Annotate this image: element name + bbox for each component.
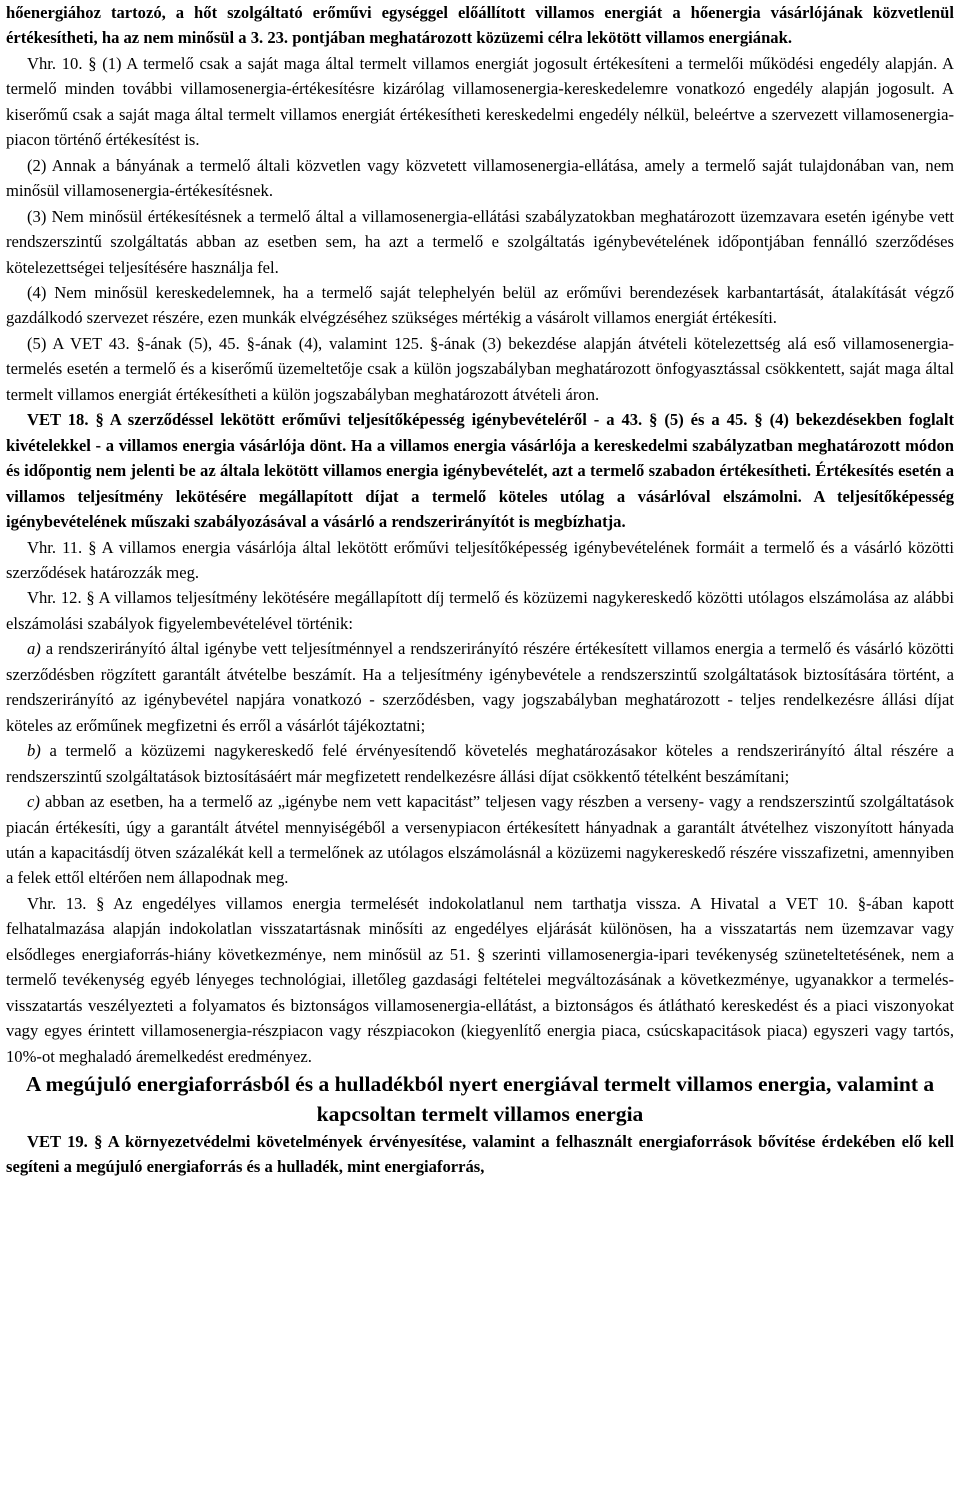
list-item-label: a) <box>27 639 41 659</box>
section-vhr11: Vhr. 11. § A villamos energia vásárlója által lekötött erőművi teljesítőképesség igénybevételének formáit a termelő és a vásárló közötti szerződések határozzák meg. <box>6 537 954 582</box>
paragraph-continuation <box>6 0 954 51</box>
section-vhr10-4: (4) Nem minősül kereskedelemnek, ha a termelő saját telephelyén belül az erőművi berendezések karbantartását, átalakítását végző gazdálkodó szervezet részére, ezen munkák elvégzéséhez szükséges mértékig a vásárolt villamos energiát értékesíti. <box>6 282 954 328</box>
section-vhr13: Vhr. 13. § Az engedélyes villamos energia termelését indokolatlanul nem tarthatja vissza. A Hivatal a VET 10. §-ában kapott felhatalmazása alapján indokolatlan visszatartásnak minősíti az engedélyes eljárását különösen, ha a visszatartás nem üzemzavar vagy elsődleges energiaforrás-hiány következménye, nem minősül az 51. § szerinti villamosenergia-ipari tevékenység szüneteltetésének, nem a termelő tevékenység egyéb lényeges technológiai, illetőleg gazdasági feltételei megváltozásának a következménye, ugyanakkor a termelés-visszatartás veszélyezteti a folyamatos és biztonságos villamosenergia-ellátást, a biztonságos és átlátható kereskedést és a piaci viszonyokat vagy egyes érintett villamosenergia-részpiacon vagy részpiacokon (kiegyenlítő energia piaca, csúcskapacitások piaca) egyszeri vagy tartós, 10%-ot meghaladó áremelkedést eredményez. <box>6 893 954 1066</box>
section-vet19: VET 19. § A környezetvédelmi követelmények érvényesítése, valamint a felhasznált energiaforrások bővítése érdekében elő kell segíteni a megújuló energiaforrás és a hulladék, mint energiaforrás, <box>6 1132 954 1177</box>
section-vhr10-3: (3) Nem minősül értékesítésnek a termelő által a villamosenergia-ellátási szabályzatokban meghatározott üzemzavara esetén igénybe vett rendszerszintű szolgáltatás abban az esetben sem, ha azt a termelő e szolgáltatás igénybevételének időpontjában fennálló szerződéses kötelezettségei teljesítésére használja fel. <box>6 206 954 277</box>
list-item-label: b) <box>27 741 41 761</box>
section-vhr10-2: (2) Annak a bányának a termelő általi közvetlen vagy közvetett villamosenergia-ellátása, amely a termelő saját tulajdonában van, nem minősül villamosenergia-értékesítésnek. <box>6 155 954 201</box>
list-item-label: c) <box>27 792 40 812</box>
paragraph-continuation-text: hőenergiához tartozó, a hőt szolgáltató erőművi egységgel előállított villamos energiát a hőenergia vásárlójának közvetlenül értékesítheti, ha az nem minősül a 3. 23. pontjában meghatározott közüzemi célra lekötött villamos energiának. <box>6 3 954 48</box>
list-item-text: abban az esetben, ha a termelő az „igénybe nem vett kapacitást” teljesen vagy részben a verseny- vagy a rendszerszintű szolgáltatások piacán értékesíti, úgy a garantált átvétel mennyiségéből a versenypiacon értékesített hányadnak a garantált átvételhez viszonyított hányada után a kapacitásdíj ötven százalékát kell a termelőnek az utólagos elszámolásnál a közüzemi nagykereskedő részére visszafizetni, amennyiben a felek ettől eltérően nem állapodnak meg. <box>6 792 954 888</box>
section-label: Vhr. 10. <box>27 53 83 73</box>
section-vet18: VET 18. § A szerződéssel lekötött erőművi teljesítőképesség igénybevételéről - a 43. § (5) és a 45. § (4) bekezdésekben foglalt kivételekkel - a villamos energia vásárlója dönt. Ha a villamos energia vásárlója a kereskedelmi szabályzatban meghatározott módon és időpontig nem jelenti be az általa lekötött villamos energia igénybevételét, azt a termelő szabadon értékesítheti. Értékesítés esetén a villamos teljesítmény lekötésére megállapított díjat a termelő köteles utólag a vásárlóval elszámolni. A teljesítőképesség igénybevételének műszaki szabályozásával a vásárló a rendszerirányítót is megbízhatja. <box>6 410 954 532</box>
section-vhr10-1 <box>6 51 954 153</box>
list-item-b <box>6 738 954 789</box>
list-item-a <box>6 636 954 738</box>
section-vhr12: Vhr. 12. § A villamos teljesítmény lekötésére megállapított díj termelő és közüzemi nagykereskedő közötti utólagos elszámolása az alábbi elszámolási szabályok figyelembevételével történik: <box>6 588 954 633</box>
list-item-text: a termelő a közüzemi nagykereskedő felé érvényesítendő követelés meghatározásakor köteles a rendszerirányító által részére a rendszerszintű szolgáltatások biztosításáért már megfizetett rendelkezésre állási díjat csökkentő tételként beszámítani; <box>6 741 954 786</box>
section-heading: A megújuló energiaforrásból és a hulladékból nyert energiával termelt villamos energia, valamint a kapcsoltan termelt villamos energia <box>25 1072 935 1127</box>
section-text: (1) A termelő csak a saját maga által termelt villamos energiát jogosult értékesíteni a termelői működési engedély alapján. A termelő minden további villamosenergia-értékesítésre kizárólag villamosenergia-kereskedelemre vonatkozó engedély alapján jogosult. A kiserőmű csak a saját maga által termelt villamos energiát értékesítheti kereskedelmi engedély nélkül, beleértve a szervezett villamosenergia-piacon történő értékesítést is. <box>6 53 954 150</box>
section-vhr10-5: (5) A VET 43. §-ának (5), 45. §-ának (4), valamint 125. §-ának (3) bekezdése alapján átvételi kötelezettség alá eső villamosenergia-termelés esetén a termelő és a kiserőmű üzemeltetője csak a külön jogszabályban meghatározott önfogyasztással csökkentett, saját maga által termelt villamos energiát értékesítheti a külön jogszabályban meghatározott átvételi áron. <box>6 333 954 404</box>
section-symbol: § <box>88 53 97 73</box>
list-item-c <box>6 789 954 891</box>
list-item-text: a rendszerirányító által igénybe vett teljesítménnyel a rendszerirányító részére értékesített villamos energia a termelő és vásárló közötti szerződésben rögzített garantált átvételbe beszámít. Ha a teljesítmény igénybevétele a rendszerszintű szolgáltatások biztosítására történt, a rendszerirányító az igénybevétel napjára vonatkozó - szerződésben, vagy jogszabályban meghatározott - teljes rendelkezésre állási díjat köteles az erőműnek megfizetni és erről a vásárlót tájékoztatni; <box>6 639 954 735</box>
